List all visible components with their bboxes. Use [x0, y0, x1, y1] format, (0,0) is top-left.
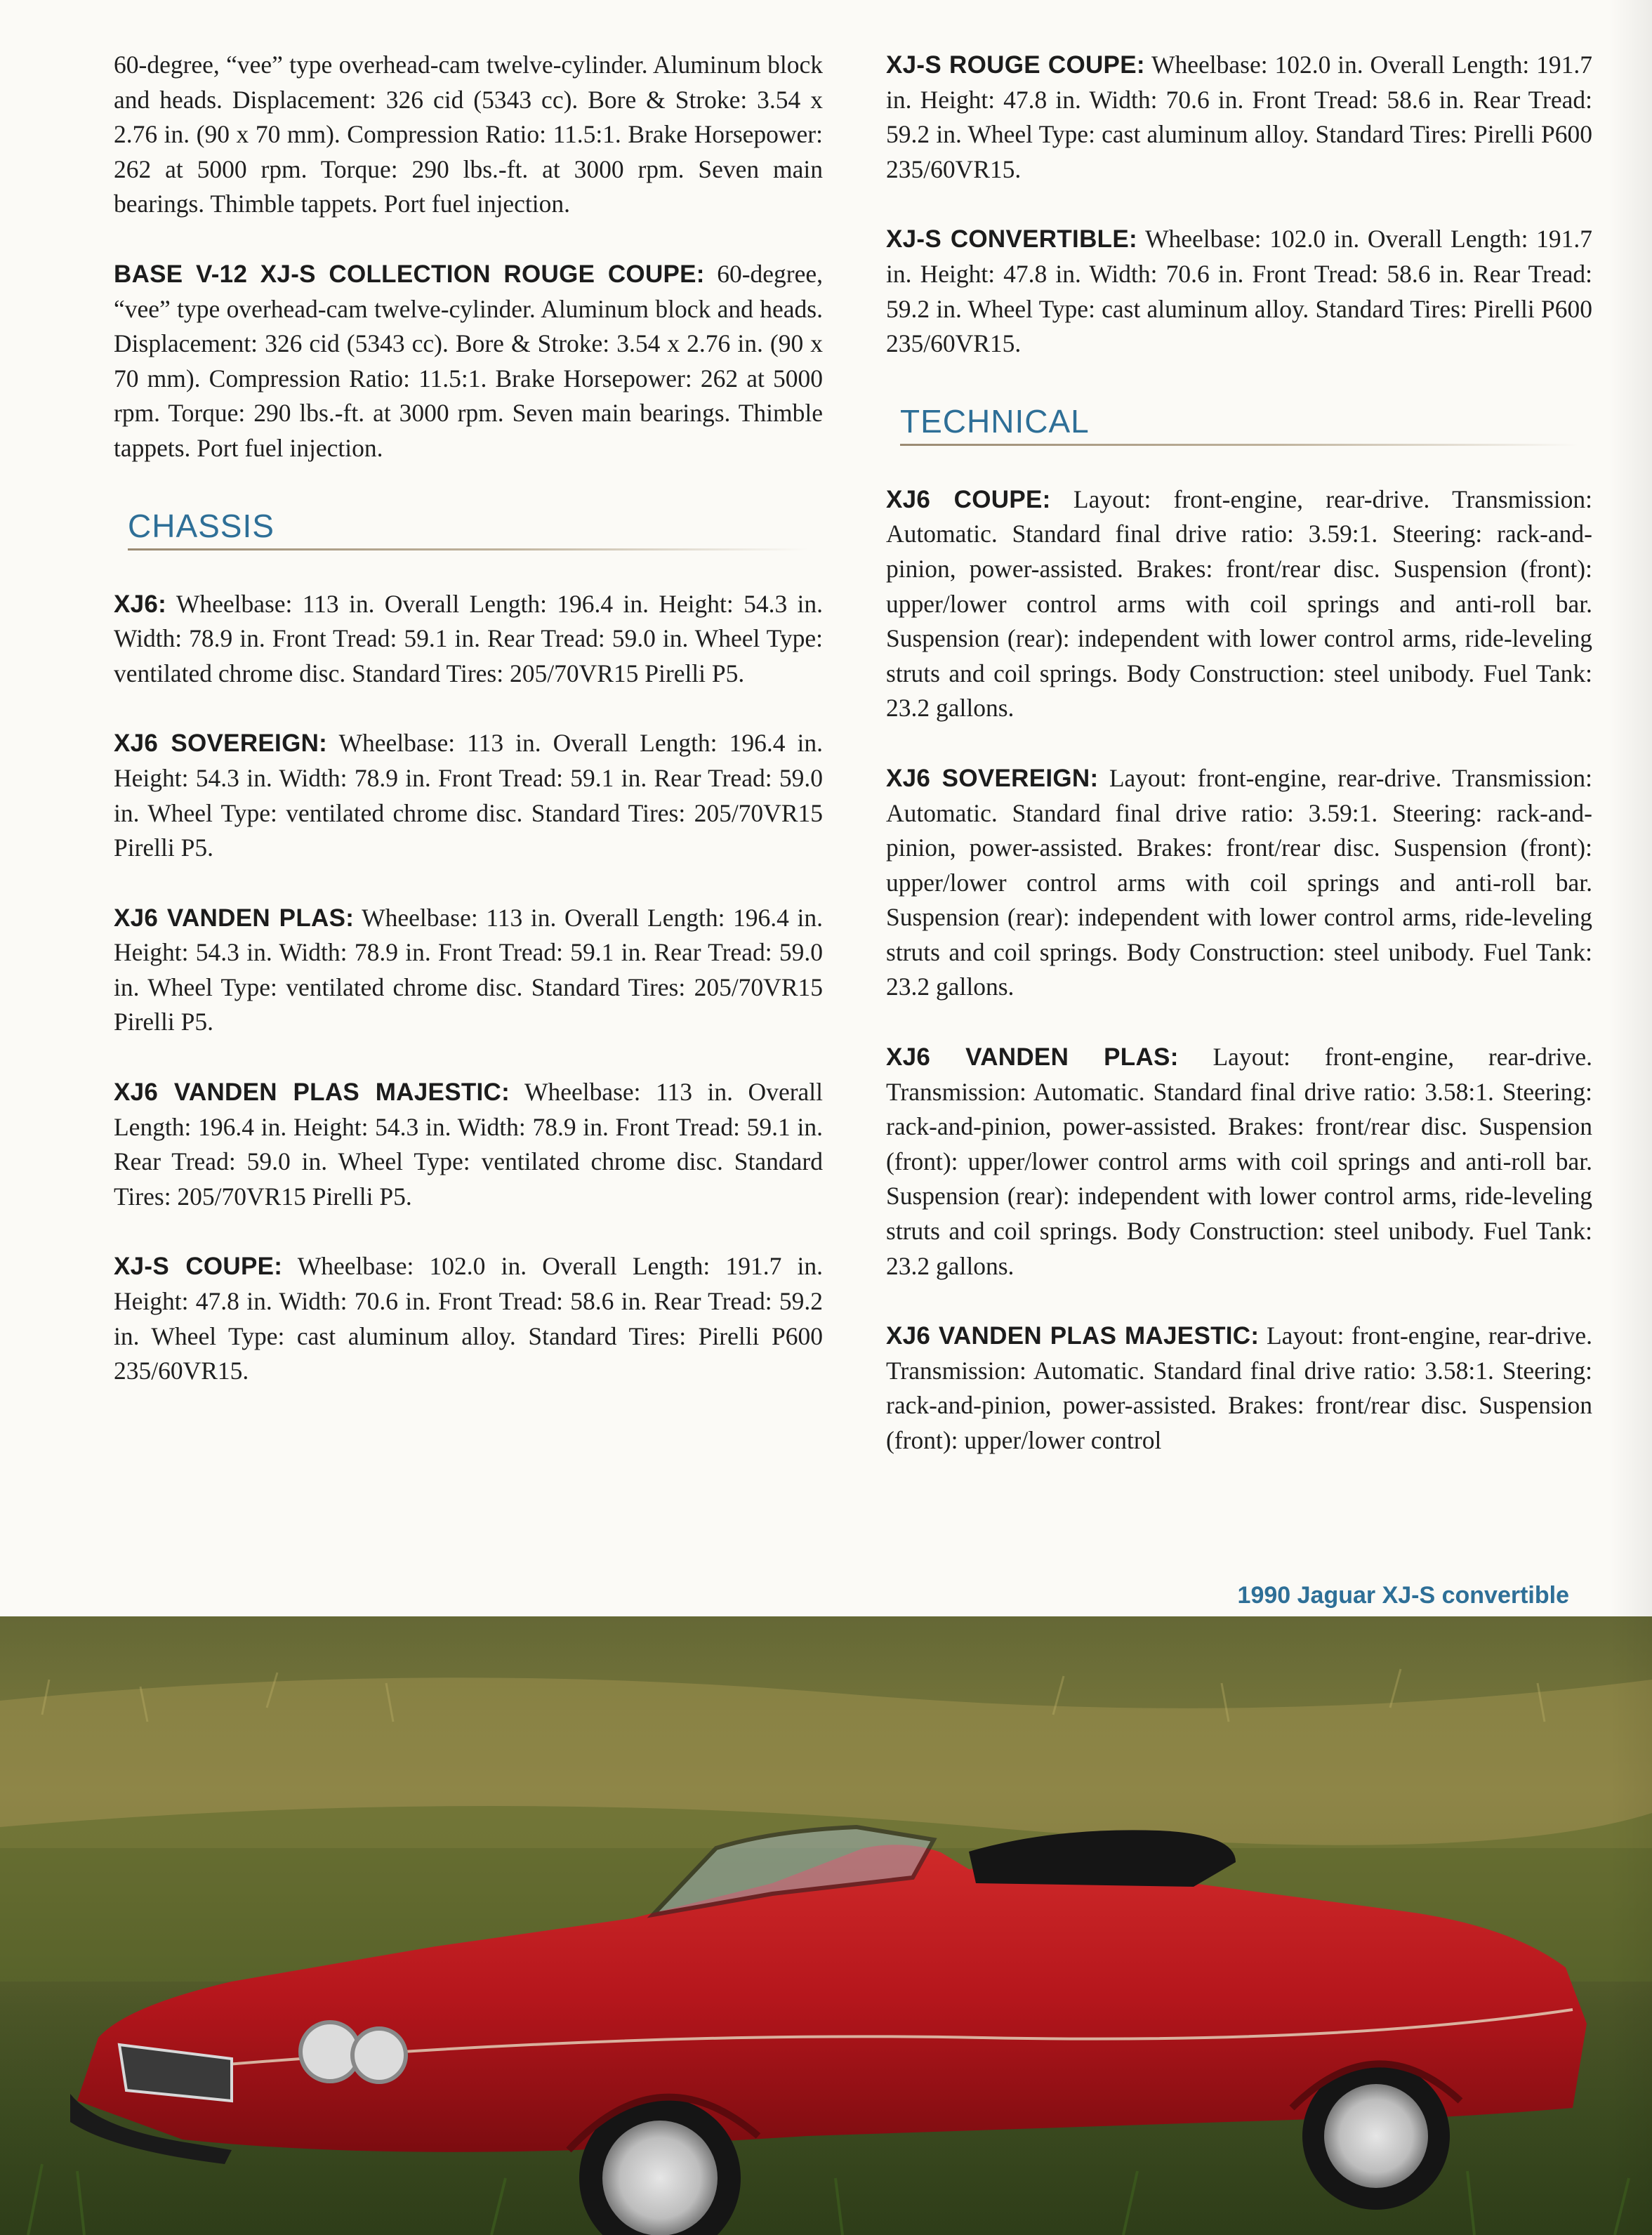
spec-label: XJ-S ROUGE COUPE: — [886, 51, 1145, 79]
section-title: CHASSIS — [128, 507, 275, 544]
spec-text: Layout: front-engine, rear-drive. Transmission: Automatic. Standard final drive ratio: 3.58:1. Steering: rack-and-pinion, power-assisted. Brakes: front/rear disc. Suspension (front): upper/lower control arms with coil springs and anti-roll bar. Suspension (rear): independent with lower control arms, ride-leveling struts and coil springs. Body Construction: steel unibody. Fuel Tank: 23.2 gallons. — [886, 1043, 1593, 1280]
spec-label: XJ6 VANDEN PLAS MAJESTIC: — [114, 1079, 510, 1107]
spec-text: Wheelbase: 102.0 in. Overall Length: 191.7 in. Height: 47.8 in. Width: 70.6 in. Front Tread: 58.6 in. Rear Tread: 59.2 in. Wheel Type: cast aluminum alloy. Standard Tires: Pirelli P600 235/60VR15. — [886, 225, 1592, 358]
spec-text: Wheelbase: 113 in. Overall Length: 196.4 in. Height: 54.3 in. Width: 78.9 in. Front Tread: 59.1 in. Rear Tread: 59.0 in. Wheel Type: ventilated chrome disc. Standard Tires: 205/70VR15 Pirelli P5. — [114, 729, 823, 862]
spec-entry — [886, 1319, 1592, 1458]
right-column — [886, 48, 1592, 1494]
spec-text: Wheelbase: 113 in. Overall Length: 196.4 in. Height: 54.3 in. Width: 78.9 in. Front Tread: 59.1 in. Rear Tread: 59.0 in. Wheel Type: ventilated chrome disc. Standard Tires: 205/70VR15 Pirelli P5. — [114, 903, 824, 1036]
spec-entry — [114, 1249, 823, 1388]
section-rule — [900, 444, 1578, 446]
spec-label: XJ-S CONVERTIBLE: — [886, 225, 1137, 253]
spec-label: XJ6 VANDEN PLAS: — [886, 1043, 1179, 1072]
spec-text: 60-degree, “vee” type overhead-cam twelve-cylinder. Aluminum block and heads. Displacement: 326 cid (5343 cc). Bore & Stroke: 3.54 x 2.76 in. (90 x 70 mm). Compression Ratio: 11.5:1. Brake Horsepower: 262 at 5000 rpm. Torque: 290 lbs.-ft. at 3000 rpm. Seven main bearings. Thimble tappets. Port fuel injection. — [114, 51, 823, 218]
spec-label: XJ6 SOVEREIGN: — [114, 730, 328, 758]
spec-entry — [114, 257, 823, 466]
spec-entry — [886, 1040, 1592, 1284]
spec-text: Layout: front-engine, rear-drive. Transmission: Automatic. Standard final drive ratio: 3.59:1. Steering: rack-and-pinion, power-assisted. Brakes: front/rear disc. Suspension (front): upper/lower control arms with coil springs and anti-roll bar. Suspension (rear): independent with lower control arms, ride-leveling struts and coil springs. Body Construction: steel unibody. Fuel Tank: 23.2 gallons. — [886, 763, 1592, 1001]
section-header-technical — [886, 397, 1592, 451]
spec-text: 60-degree, “vee” type overhead-cam twelve-cylinder. Aluminum block and heads. Displacement: 326 cid (5343 cc). Bore & Stroke: 3.54 x 2.76 in. (90 x 70 mm). Compression Ratio: 11.5:1. Brake Horsepower: 262 at 5000 rpm. Torque: 290 lbs.-ft. at 3000 rpm. Seven main bearings. Thimble tappets. Port fuel injection. — [114, 259, 824, 462]
car-illustration — [0, 1616, 1652, 2235]
spec-label: BASE V-12 XJ-S COLLECTION ROUGE COUPE: — [114, 260, 705, 288]
car-photo — [0, 1616, 1652, 2235]
section-header-chassis — [114, 501, 823, 556]
spec-text: Wheelbase: 102.0 in. Overall Length: 191.7 in. Height: 47.8 in. Width: 70.6 in. Front Tread: 58.6 in. Rear Tread: 59.2 in. Wheel Type: cast aluminum alloy. Standard Tires: Pirelli P600 235/60VR15. — [886, 51, 1592, 183]
spec-text: Wheelbase: 113 in. Overall Length: 196.4 in. Height: 54.3 in. Width: 78.9 in. Front Tread: 59.1 in. Rear Tread: 59.0 in. Wheel Type: ventilated chrome disc. Standard Tires: 205/70VR15 Pirelli P5. — [114, 1078, 823, 1211]
spec-entry — [114, 1075, 823, 1214]
spec-label: XJ6 VANDEN PLAS MAJESTIC: — [886, 1322, 1260, 1350]
spec-label: XJ6: — [114, 590, 167, 618]
spec-label: XJ-S COUPE: — [114, 1253, 283, 1281]
photo-caption: 1990 Jaguar XJ-S convertible — [1237, 1582, 1569, 1609]
spec-entry — [114, 726, 823, 865]
spec-text: Layout: front-engine, rear-drive. Transmission: Automatic. Standard final drive ratio: 3.59:1. Steering: rack-and-pinion, power-assisted. Brakes: front/rear disc. Suspension (front): upper/lower control arms with coil springs and anti-roll bar. Suspension (rear): independent with lower control arms, ride-leveling struts and coil springs. Body Construction: steel unibody. Fuel Tank: 23.2 gallons. — [886, 484, 1592, 723]
spec-entry — [114, 901, 823, 1040]
section-rule — [128, 548, 809, 550]
left-column — [114, 48, 823, 1424]
spec-text: Layout: front-engine, rear-drive. Transmission: Automatic. Standard final drive ratio: 3.58:1. Steering: rack-and-pinion, power-assisted. Brakes: front/rear disc. Suspension (front): upper/lower control — [886, 1321, 1593, 1454]
spec-entry — [886, 48, 1592, 187]
spec-text: Wheelbase: 113 in. Overall Length: 196.4 in. Height: 54.3 in. Width: 78.9 in. Front Tread: 59.1 in. Rear Tread: 59.0 in. Wheel Type: ventilated chrome disc. Standard Tires: 205/70VR15 Pirelli P5. — [114, 589, 824, 687]
section-title: TECHNICAL — [900, 402, 1090, 440]
spec-entry — [114, 48, 823, 222]
spec-entry — [886, 761, 1592, 1005]
spec-text: Wheelbase: 102.0 in. Overall Length: 191.7 in. Height: 47.8 in. Width: 70.6 in. Front Tread: 58.6 in. Rear Tread: 59.2 in. Wheel Type: cast aluminum alloy. Standard Tires: Pirelli P600 235/60VR15. — [114, 1252, 823, 1385]
spec-entry — [114, 587, 823, 692]
spec-entry — [886, 482, 1592, 726]
spec-entry — [886, 222, 1592, 361]
spec-label: XJ6 COUPE: — [886, 485, 1051, 513]
spec-label: XJ6 SOVEREIGN: — [886, 764, 1099, 792]
spec-label: XJ6 VANDEN PLAS: — [114, 904, 355, 932]
